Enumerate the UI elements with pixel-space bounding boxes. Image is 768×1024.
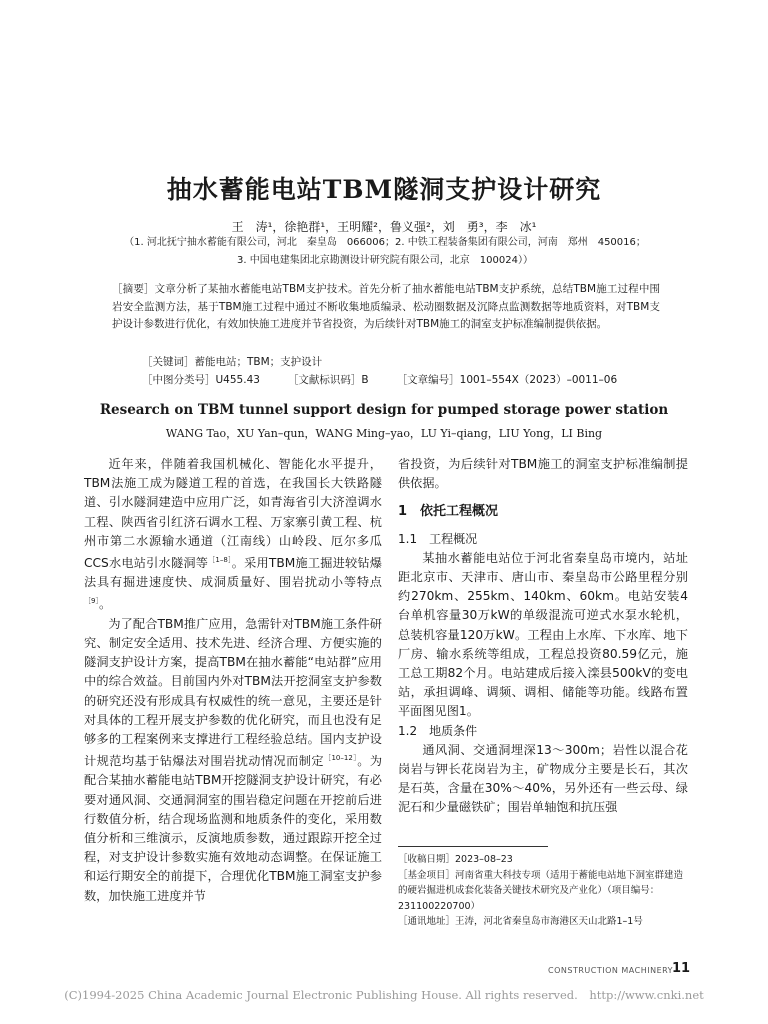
paragraph-intro: 近年来，伴随着我国机械化、智能化水平提升，TBM法施工成为隧道工程的首选，在我国长大铁路隧道、引水隧洞建造中应用广泛，如青海省引大济湟调水工程、陕西省引红济石调水工程、万家寨引黄工程、杭州市第二水源输水通道（江南线）山岭段、厄尔多瓜CCS水电站引水隧洞等$^{[1-8]}$。采用TBM施工掘进较钻爆法具有掘进速度快、成洞质量好、围岩扰动小等特点$^{[9]}$。 (84, 457, 382, 612)
footnote-divider (398, 846, 548, 847)
author-list: 王 涛¹，徐艳群¹，王明耀²，鲁义强²，刘 勇³，李 冰¹ (231, 220, 537, 234)
citation: ［10–12］ (324, 754, 358, 763)
classification-line (142, 372, 662, 387)
citation: ［1–8］ (208, 556, 232, 565)
left-column (84, 455, 382, 906)
paragraph-motivation: 为了配合TBM推广应用，急需针对TBM施工条件研究、制定安全适用、技术先进、经济合理、方便实施的隧洞支护设计方案，提高TBM在抽水蓄能“电站群”应用中的综合效益。目前国内外对TBM法开挖洞室支护参数的研究还没有形成具有权威性的统一意见，主要还是针对具体的工程开展支护参数的优化研究，而且也没有足够多的工程案例来支撑进行工程经验总结。国内支护设计规范均基于钻爆法对围岩扰动情况而制定$^{[10-12]}$。为配合某抽水蓄能电站TBM开挖隧洞支护设计研究，有必要对通风洞、交通洞洞室的围岩稳定问题在开挖前后进行数值分析，结合现场监测和地质条件的变化，采用数值分析和三维演示，反演地质参数，通过跟踪开挖全过程，对支护设计参数实施有效地动态调整。在保证施工和运行期安全的前提下，合理优化TBM施工洞室支护参数，加快施工进度并节 (84, 616, 383, 903)
page-number: 11 (672, 961, 691, 976)
footnote-fund: ［基金项目］河南省重大科技专项（适用于蓄能电站地下洞室群建造的硬岩掘进机成套化装备关键技术研究及产业化）（项目编号：231100220700） (398, 869, 684, 912)
affiliation-line-1: （1. 河北抚宁抽水蓄能有限公司，河北 秦皇岛 066006；2. 中铁工程装备集团有限公司，河南 郑州 450016； (124, 237, 646, 248)
english-title: Research on TBM tunnel support design for pumped storage power station (99, 402, 669, 418)
affiliation-line-2: 3. 中国电建集团北京勘测设计研究院有限公司，北京 100024）） (237, 255, 533, 266)
english-authors: WANG Tao，XU Yan–qun，WANG Ming–yao，LU Yi–qiang，LIU Yong，LI Bing (165, 427, 603, 440)
footnote-received: ［收稿日期］2023–08–23 (398, 854, 513, 865)
paragraph-geology: 通风洞、交通洞埋深13～300m；岩性以混合花岗岩与钾长花岗岩为主，矿物成分主要是长石，其次是石英，含量在30%～40%，另外还有一些云母、绿泥石和少量磁铁矿；围岩单轴饱和抗压强 (398, 742, 688, 815)
section-heading: 1 依托工程概况 (398, 504, 499, 520)
document-code: ［文献标识码］B (287, 374, 369, 386)
footnote-address: ［通讯地址］王涛，河北省秦皇岛市海港区天山北路1–1号 (398, 916, 643, 927)
abstract: ［摘要］文章分析了某抽水蓄能电站TBM支护技术。首先分析了抽水蓄能电站TBM支护系统，总结TBM施工过程中围岩安全监测方法，基于TBM施工过程中通过不断收集地质编录、松动圈数据及沉降点监测数据等地质资料，对TBM支护设计参数进行优化，有效加快施工进度并节省投资，为后续针对TBM施工的洞室支护标准编制提供依据。 (112, 283, 660, 330)
citation: ［9］ (84, 597, 99, 606)
keywords: ［关键词］蓄能电站；TBM；支护设计 (142, 356, 323, 368)
article-number: ［文章编号］1001–554X（2023）–0011–06 (396, 374, 618, 386)
journal-brand: CONSTRUCTION MACHINERY (548, 966, 674, 975)
copyright-notice: (C)1994-2025 China Academic Journal Electronic Publishing House. All rights reserved. http://www.cnki.net (64, 988, 704, 1002)
subsection-heading: 1.2 地质条件 (398, 723, 478, 738)
subsection-heading: 1.1 工程概况 (398, 531, 478, 546)
footnotes (398, 852, 690, 930)
clc-number: ［中图分类号］U455.43 (142, 374, 260, 386)
paragraph-project-overview: 某抽水蓄能电站位于河北省秦皇岛市境内，站址距北京市、天津市、唐山市、秦皇岛市公路里程分别约270km、255km、140km、60km。电站安装4台单机容量30万kW的单级混流可逆式水泵水轮机，总装机容量120万kW。工程由上水库、下水库、地下厂房、输水系统等组成，工程总投资80.59亿元，施工总工期82个月。电站建成后接入滦县500kV的变电站，承担调峰、调频、调相、储能等功能。线路布置平面图见图1。 (398, 550, 688, 719)
right-column (398, 455, 688, 818)
paper-title: 抽水蓄能电站TBM隧洞支护设计研究 (166, 175, 602, 204)
paragraph-continued: 省投资，为后续针对TBM施工的洞室支护标准编制提供依据。 (398, 457, 688, 491)
